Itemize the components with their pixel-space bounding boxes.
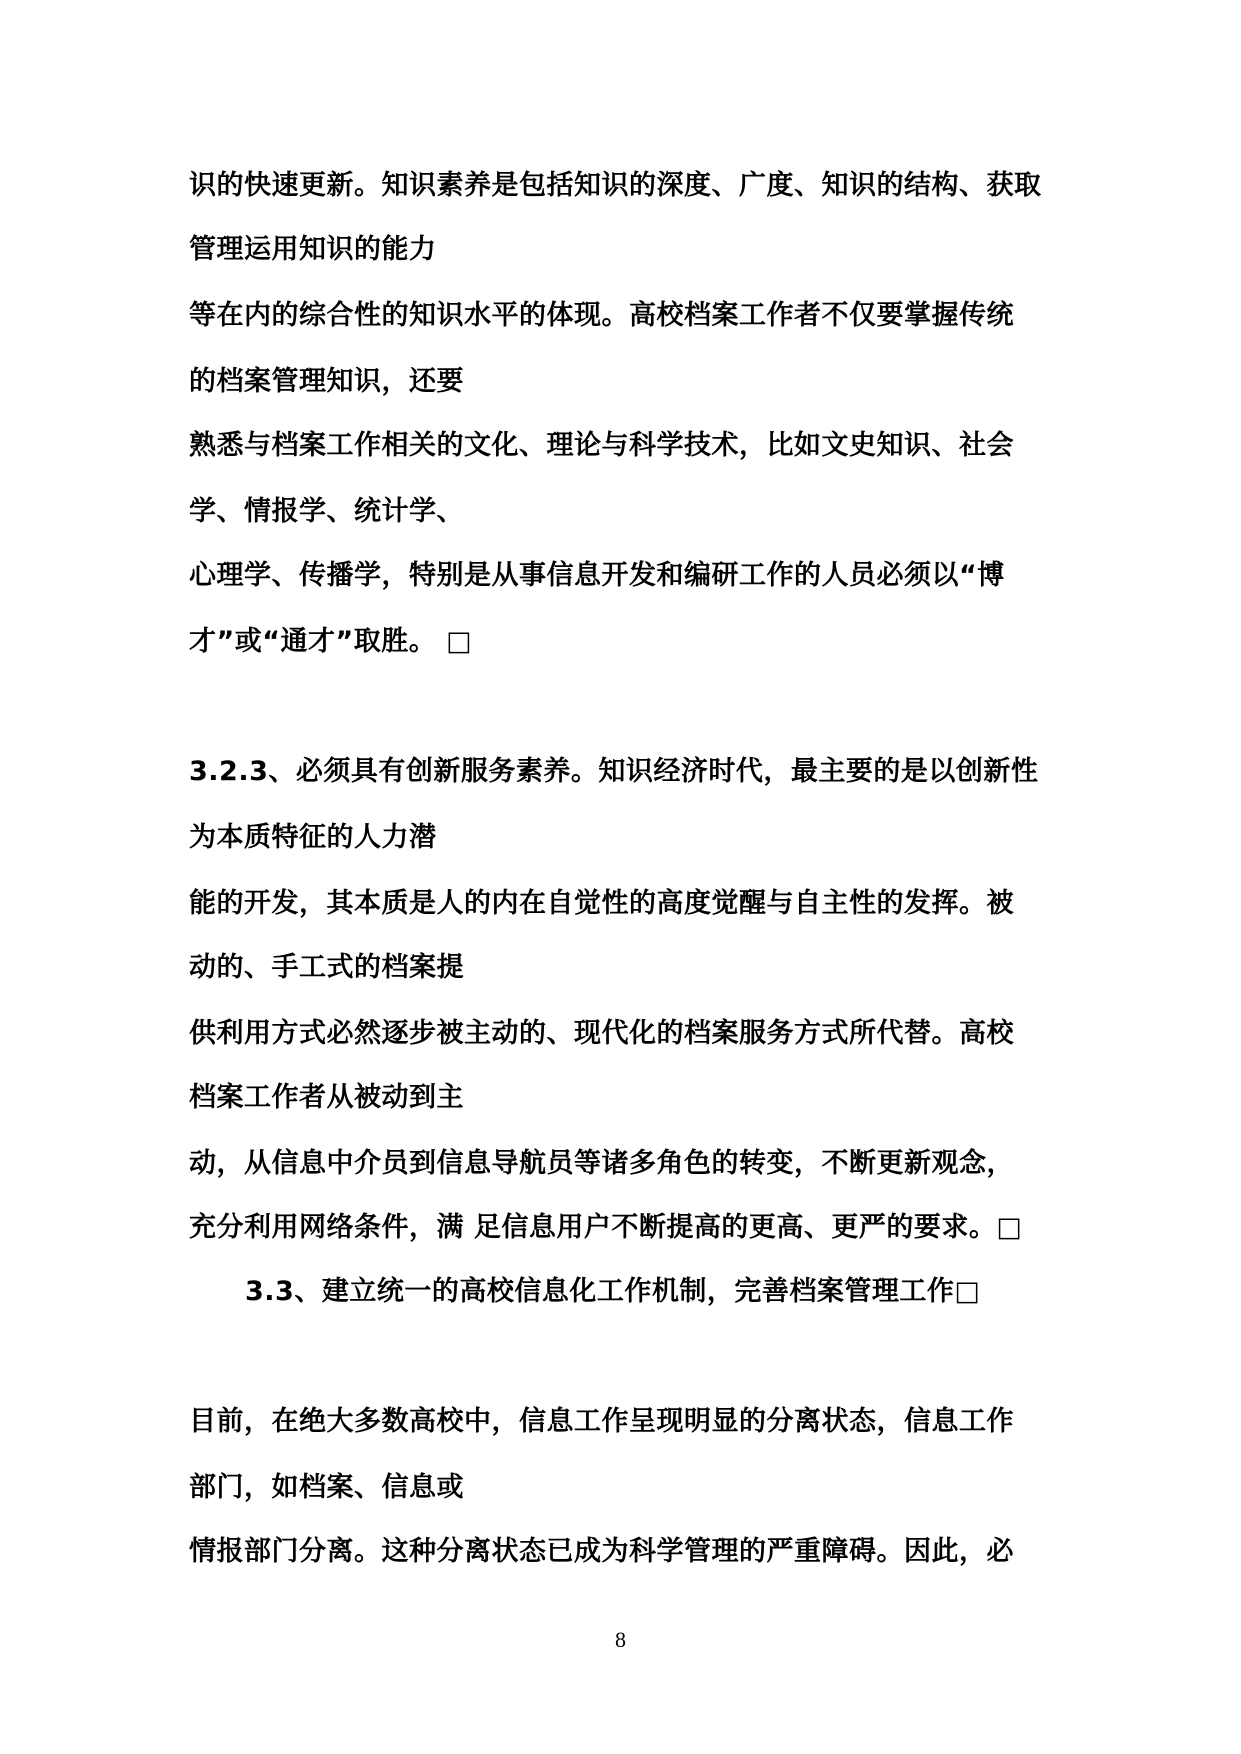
text-line: 充分利用网络条件，满 足信息用户不断提高的更高、更严的要求。□ [189,1212,1023,1243]
text-line: 为本质特征的人力潜 [189,822,437,853]
section-heading-3-2-3: 3.2.3、必须具有创新服务素养。知识经济时代，最主要的是以创新性 [189,756,1039,787]
text-line: 能的开发，其本质是人的内在自觉性的高度觉醒与自主性的发挥。被 [189,888,1014,919]
text-line: 目前，在绝大多数高校中，信息工作呈现明显的分离状态，信息工作 [189,1406,1014,1437]
text-line: 动的、手工式的档案提 [189,952,464,983]
text-line: 动，从信息中介员到信息导航员等诸多角色的转变，不断更新观念， [189,1148,1014,1179]
text-line: 心理学、传播学，特别是从事信息开发和编研工作的人员必须以“博 [189,560,1005,591]
text-line: 档案工作者从被动到主 [189,1082,464,1113]
text-line: 管理运用知识的能力 [189,234,437,265]
page-number: 8 [615,1627,626,1652]
text-line: 等在内的综合性的知识水平的体现。高校档案工作者不仅要掌握传统 [189,300,1014,331]
text-line: 的档案管理知识，还要 [189,366,464,397]
text-line: 学、情报学、统计学、 [189,496,464,527]
text-line: 熟悉与档案工作相关的文化、理论与科学技术，比如文史知识、社会 [189,430,1014,461]
section-heading-3-3: 3.3、建立统一的高校信息化工作机制，完善档案管理工作□ [245,1276,981,1307]
text-line: 供利用方式必然逐步被主动的、现代化的档案服务方式所代替。高校 [189,1018,1014,1049]
text-line: 部门，如档案、信息或 [189,1472,464,1503]
text-line: 情报部门分离。这种分离状态已成为科学管理的严重障碍。因此，必 [189,1536,1014,1567]
text-line: 才”或“通才”取胜。 □ [189,626,473,657]
text-line: 识的快速更新。知识素养是包括知识的深度、广度、知识的结构、获取 [189,170,1042,201]
